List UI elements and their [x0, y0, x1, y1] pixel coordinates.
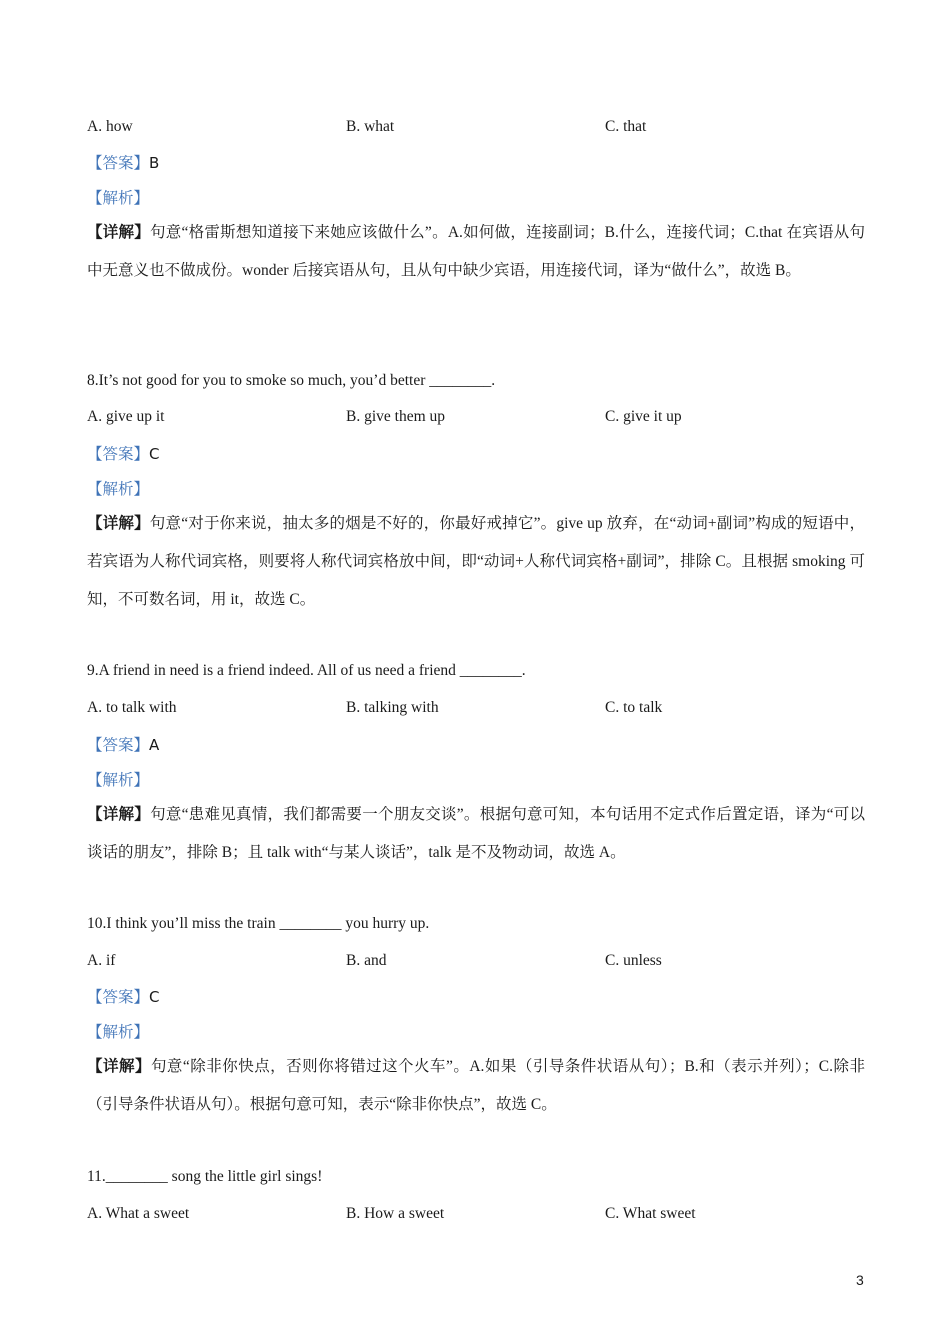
- q11-option-a: A. What a sweet: [87, 1205, 190, 1222]
- q9-detail: [87, 796, 865, 872]
- q8-detail-label: 【详解】: [87, 515, 150, 532]
- q9-answer-label: 【答案】: [87, 737, 150, 754]
- q10-answer: [87, 987, 160, 1008]
- q9-analysis-label: 【解析】: [87, 772, 150, 789]
- q10-option-b: B. and: [346, 952, 387, 969]
- q10-detail-label: 【详解】: [87, 1058, 151, 1075]
- q10-answer-label: 【答案】: [87, 989, 150, 1006]
- q9-option-b: B. talking with: [346, 699, 439, 716]
- q7-answer-label: 【答案】: [87, 155, 150, 172]
- q7-option-c: C. that: [605, 118, 647, 135]
- q8-detail-text: 句意“对于你来说，抽太多的烟是不好的，你最好戒掉它”。give up 放弃，在“动词+副词”构成的短语中，若宾语为人称代词宾格，则要将人称代词宾格放中间，即“动词+人称代词宾格+副词”，排除 C。且根据 smoking 可知，不可数名词，用 it，故选 C。: [87, 515, 865, 608]
- q8-answer-value: C: [149, 445, 160, 463]
- q9-answer: [87, 735, 159, 756]
- q7-option-a: A. how: [87, 118, 133, 135]
- q7-detail-text: 句意“格雷斯想知道接下来她应该做什么”。A.如何做，连接副词；B.什么，连接代词；C.that 在宾语从句中无意义也不做成份。wonder 后接宾语从句，且从句中缺少宾语，用连接代词，译为“做什么”，故选 B。: [87, 224, 865, 279]
- q8-options: [87, 407, 867, 427]
- q8-answer-label: 【答案】: [87, 446, 150, 463]
- q11-option-c: C. What sweet: [605, 1205, 696, 1222]
- q8-detail: [87, 505, 865, 619]
- q7-answer-value: B: [149, 154, 160, 172]
- q10-option-a: A. if: [87, 952, 116, 969]
- q7-analysis-label: 【解析】: [87, 190, 150, 207]
- q7-detail: [87, 214, 865, 290]
- q7-answer: [87, 153, 159, 174]
- q9-option-a: A. to talk with: [87, 699, 177, 716]
- q11-option-b: B. How a sweet: [346, 1205, 445, 1222]
- q8-option-c: C. give it up: [605, 408, 682, 425]
- q9-option-c: C. to talk: [605, 699, 663, 716]
- q8-analysis-label: 【解析】: [87, 481, 150, 498]
- q11-stem: 11.________ song the little girl sings!: [87, 1168, 323, 1185]
- q10-option-c: C. unless: [605, 952, 662, 969]
- q8-answer: [87, 444, 160, 465]
- q9-stem: 9.A friend in need is a friend indeed. All of us need a friend ________.: [87, 662, 526, 679]
- q9-detail-text: 句意“患难见真情，我们都需要一个朋友交谈”。根据句意可知，本句话用不定式作后置定语，译为“可以谈话的朋友”，排除 B；且 talk with“与某人谈话”，talk 是不及物动词，故选 A。: [87, 806, 865, 861]
- q9-detail-label: 【详解】: [87, 806, 151, 823]
- q9-options: [87, 698, 867, 718]
- q10-analysis-label: 【解析】: [87, 1024, 150, 1041]
- q7-options: [87, 117, 867, 137]
- q8-stem: 8.It’s not good for you to smoke so much, you’d better ________.: [87, 372, 496, 389]
- q10-options: [87, 951, 867, 971]
- page-number: 3: [856, 1272, 864, 1288]
- q7-option-b: B. what: [346, 118, 395, 135]
- q10-stem: 10.I think you’ll miss the train ________ you hurry up.: [87, 915, 430, 932]
- q10-detail: [87, 1048, 865, 1124]
- q10-detail-text: 句意“除非你快点，否则你将错过这个火车”。A.如果（引导条件状语从句）；B.和（表示并列）；C.除非（引导条件状语从句）。根据句意可知，表示“除非你快点”，故选 C。: [87, 1058, 865, 1113]
- q7-detail-label: 【详解】: [87, 224, 151, 241]
- q8-option-b: B. give them up: [346, 408, 446, 425]
- q9-answer-value: A: [149, 736, 160, 754]
- q8-option-a: A. give up it: [87, 408, 165, 425]
- q11-options: [87, 1204, 867, 1224]
- q10-answer-value: C: [149, 988, 160, 1006]
